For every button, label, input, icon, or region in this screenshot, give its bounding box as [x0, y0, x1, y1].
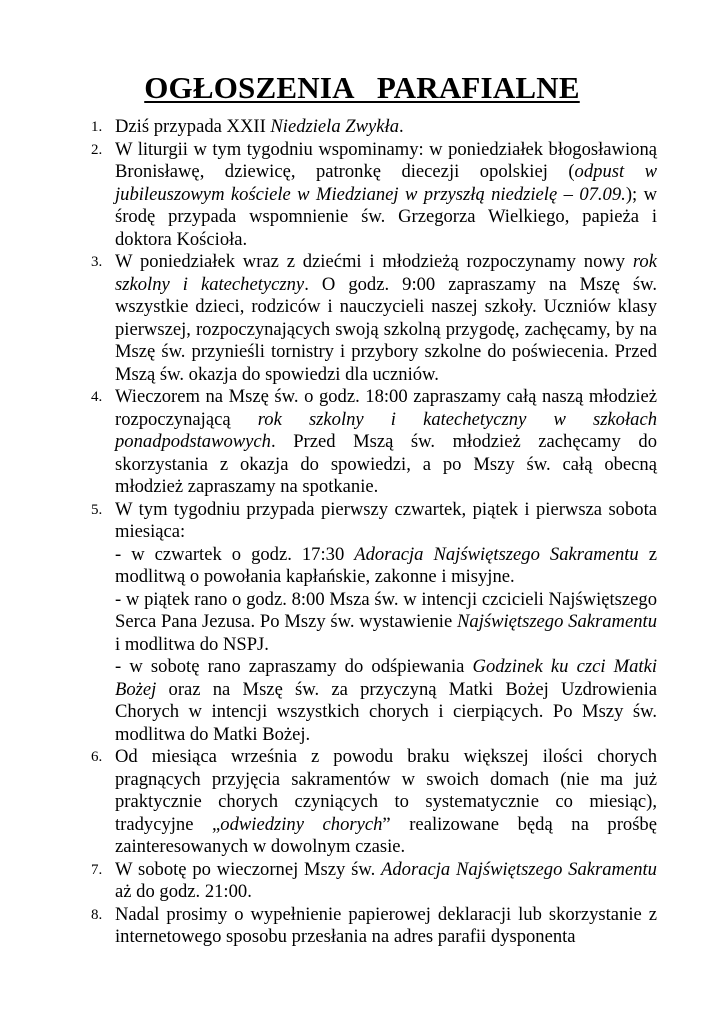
text-segment: . Przed Mszą św. młodzież zachęcamy do skorzystania z okazja do spowiedzi, a po Mszy św. całą obecną młodzież zapraszamy na spotkanie. — [115, 431, 657, 497]
item-subparagraph — [115, 544, 657, 589]
page-title-text: OGŁOSZENIA PARAFIALNE — [144, 70, 580, 105]
announcement-item — [91, 746, 657, 859]
item-number: 2. — [91, 141, 103, 158]
item-text — [115, 251, 657, 386]
item-number: 3. — [91, 254, 103, 270]
text-segment: z modlitwą o powołania kapłańskie, zakonne i misyjne. — [115, 543, 658, 587]
item-number: 8. — [91, 906, 103, 923]
emphasis-text: Godzinek ku czci Matki Bożej — [115, 656, 658, 700]
announcement-item — [91, 903, 657, 949]
text-segment: - w piątek rano o godz. 8:00 Msza św. w intencji czcicieli Najświętszego Serca Pana Jezusa. Po Mszy św. wystawienie — [115, 588, 657, 632]
emphasis-text: rok szkolny i katechetyczny — [115, 251, 657, 295]
text-segment: W sobotę po wieczornej Mszy św. — [115, 858, 381, 880]
item-text — [115, 386, 657, 499]
text-segment: . O godz. 9:00 zapraszamy na Mszę św. wszystkie dzieci, rodziców i nauczycieli naszej szkoły. Uczniów klasy pierwszej, rozpoczynających swoją szkolną przygodę, zachęcamy, by na Mszę św. przynieśli tornistry i przybory szkolne do poświecenia. Przed Mszą św. okazja do spowiedzi dla uczniów. — [115, 273, 658, 385]
item-text — [115, 746, 657, 859]
emphasis-text: rok szkolny i katechetyczny w szkołach ponadpodstawowych — [115, 408, 657, 452]
item-number: 4. — [91, 389, 103, 405]
text-segment: Dziś przypada XXII — [115, 116, 271, 137]
item-number: 7. — [91, 861, 103, 878]
text-segment: ” realizowane będą na prośbę zainteresowanych w dowolnym czasie. — [115, 813, 657, 857]
text-segment: Od miesiąca września z powodu braku większej ilości chorych pragnących przyjęcia sakramentów w swoich domach (nie ma już praktycznie chorych czyniących to systematycznie co miesiąc), tradycyjne „ — [115, 746, 657, 835]
item-text — [115, 499, 657, 544]
item-number: 1. — [91, 119, 103, 135]
text-segment: ); w środę przypada wspomnienie św. Grzegorza Wielkiego, papieża i doktora Kościoła. — [115, 183, 657, 250]
item-text — [115, 859, 657, 904]
announcement-item — [91, 251, 658, 386]
emphasis-text: Najświętszego Sakramentu — [457, 611, 657, 632]
item-number: 6. — [91, 749, 103, 765]
announcement-item — [91, 386, 657, 499]
emphasis-text: odwiedziny chorych — [220, 813, 383, 835]
text-segment: W tym tygodniu przypada pierwszy czwartek, piątek i pierwsza sobota miesiąca: — [115, 498, 657, 542]
item-text — [115, 139, 657, 252]
emphasis-text: odpust w jubileuszowym kościele w Miedzianej w przyszłą niedzielę – 07.09. — [115, 161, 657, 205]
announcement-item — [91, 498, 658, 747]
text-segment: - w czwartek o godz. 17:30 — [115, 543, 355, 565]
announcement-item — [91, 116, 657, 139]
text-segment: W liturgii w tym tygodniu wspominamy: w poniedziałek błogosławioną Bronisławę, dziewicę, patronkę diecezji opolskiej ( — [115, 138, 657, 182]
emphasis-text: Adoracja Najświętszego Sakramentu — [354, 543, 639, 565]
item-text — [115, 904, 657, 949]
text-segment: oraz na Mszę św. za przyczyną Matki Bożej Uzdrowienia Chorych w intencji wszystkich chorych i cierpiących. Po Mszy św. modlitwa do Matki Bożej. — [115, 678, 657, 745]
text-segment: aż do godz. 21:00. — [115, 881, 252, 902]
item-number: 5. — [91, 501, 103, 518]
page-title — [0, 70, 724, 106]
text-segment: . — [399, 116, 404, 137]
announcements-list — [91, 116, 658, 949]
item-subparagraph — [115, 589, 657, 657]
emphasis-text: Adoracja Najświętszego Sakramentu — [381, 858, 657, 880]
text-segment: i modlitwa do NSPJ. — [115, 633, 269, 655]
text-segment: Nadal prosimy o wypełnienie papierowej deklaracji lub skorzystanie z internetowego sposobu przesłania na adres parafii dysponenta — [115, 903, 657, 947]
item-subparagraph — [115, 656, 657, 746]
announcement-item — [91, 858, 657, 904]
emphasis-text: Niedziela Zwykła — [270, 116, 400, 137]
text-segment: - w sobotę rano zapraszamy do odśpiewania — [115, 656, 473, 677]
announcement-item — [91, 138, 657, 252]
text-segment: Wieczorem na Mszę św. o godz. 18:00 zapraszamy całą naszą młodzież rozpoczynającą — [115, 386, 657, 430]
text-segment: W poniedziałek wraz z dziećmi i młodzieżą rozpoczynamy nowy — [115, 251, 633, 272]
item-text — [115, 116, 657, 139]
